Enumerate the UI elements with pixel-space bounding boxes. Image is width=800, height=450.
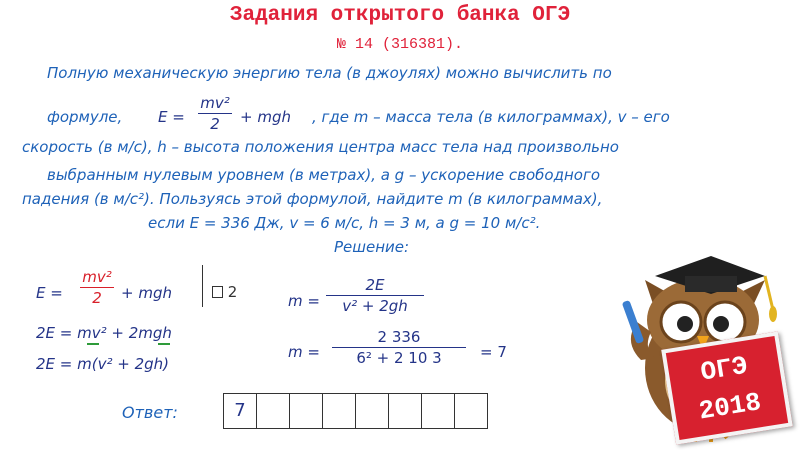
badge-line-1: ОГЭ — [698, 350, 750, 388]
answer-cell[interactable] — [421, 393, 455, 429]
problem-formula-denominator: 2 — [210, 115, 220, 133]
missing-glyph-icon — [212, 286, 223, 298]
problem-formula-fraction — [198, 94, 232, 133]
answer-grid — [223, 393, 488, 429]
problem-formula-rest: + mgh — [240, 108, 291, 126]
fraction-bar — [198, 113, 232, 114]
problem-line-5: падения (в м/с²). Пользуясь этой формулой, найдите m (в килограммах), — [22, 190, 603, 208]
problem-line-3: скорость (в м/с), h – высота положения центра масс тела над произвольно — [22, 138, 619, 156]
step1-lhs: E = — [36, 284, 63, 302]
m-calc-denominator: 6² + 2 10 3 — [356, 349, 442, 367]
m-calc-numerator: 2 336 — [377, 328, 421, 346]
underline-m-2 — [158, 343, 170, 345]
problem-line-6: если E = 336 Дж, v = 6 м/с, h = 3 м, а g = 10 м/с². — [148, 214, 541, 232]
answer-cell[interactable] — [256, 393, 290, 429]
fraction-bar — [332, 347, 466, 348]
fraction-bar — [80, 287, 114, 288]
answer-cell[interactable] — [355, 393, 389, 429]
problem-line-4: выбранным нулевым уровнем (в метрах), а g – ускорение свободного — [47, 166, 601, 184]
step3: 2E = m(v² + 2gh) — [36, 355, 170, 373]
m-formula-lhs: m = — [288, 292, 320, 310]
step1-denominator: 2 — [92, 289, 102, 307]
step2: 2E = mv² + 2mgh — [36, 324, 172, 342]
problem-line-2-end: , где m – масса тела (в килограммах), v – его — [312, 108, 670, 126]
operation-divider — [202, 265, 203, 307]
solution-label: Решение: — [334, 238, 410, 256]
task-number: № 14 (316381). — [336, 36, 464, 53]
m-formula-denominator: v² + 2gh — [342, 297, 408, 315]
m-formula-numerator: 2E — [365, 276, 385, 294]
m-calc-result: = 7 — [480, 343, 507, 361]
underline-m-1 — [87, 343, 99, 345]
slide-title: Задания открытого банка ОГЭ — [229, 4, 571, 27]
answer-cell[interactable] — [454, 393, 488, 429]
badge-line-2: 2018 — [696, 387, 764, 427]
m-formula-fraction — [326, 276, 424, 315]
m-calc-fraction — [332, 328, 466, 367]
answer-cell[interactable] — [388, 393, 422, 429]
exam-year-badge — [661, 331, 793, 444]
answer-cell[interactable] — [289, 393, 323, 429]
problem-line-1: Полную механическую энергию тела (в джоулях) можно вычислить по — [47, 64, 612, 82]
step1-numerator: mv² — [82, 268, 112, 286]
step1-fraction — [80, 268, 114, 307]
step1-operation: 2 — [212, 283, 237, 301]
answer-label: Ответ: — [122, 403, 178, 422]
problem-formula-numerator: mv² — [200, 94, 230, 112]
m-calc-lhs: m = — [288, 343, 320, 361]
step1-rest: + mgh — [121, 284, 172, 302]
problem-line-2-start: формуле, — [47, 108, 123, 126]
fraction-bar — [326, 295, 424, 296]
answer-cell[interactable]: 7 — [223, 393, 257, 429]
answer-cell[interactable] — [322, 393, 356, 429]
problem-formula-lhs: E = — [158, 108, 185, 126]
